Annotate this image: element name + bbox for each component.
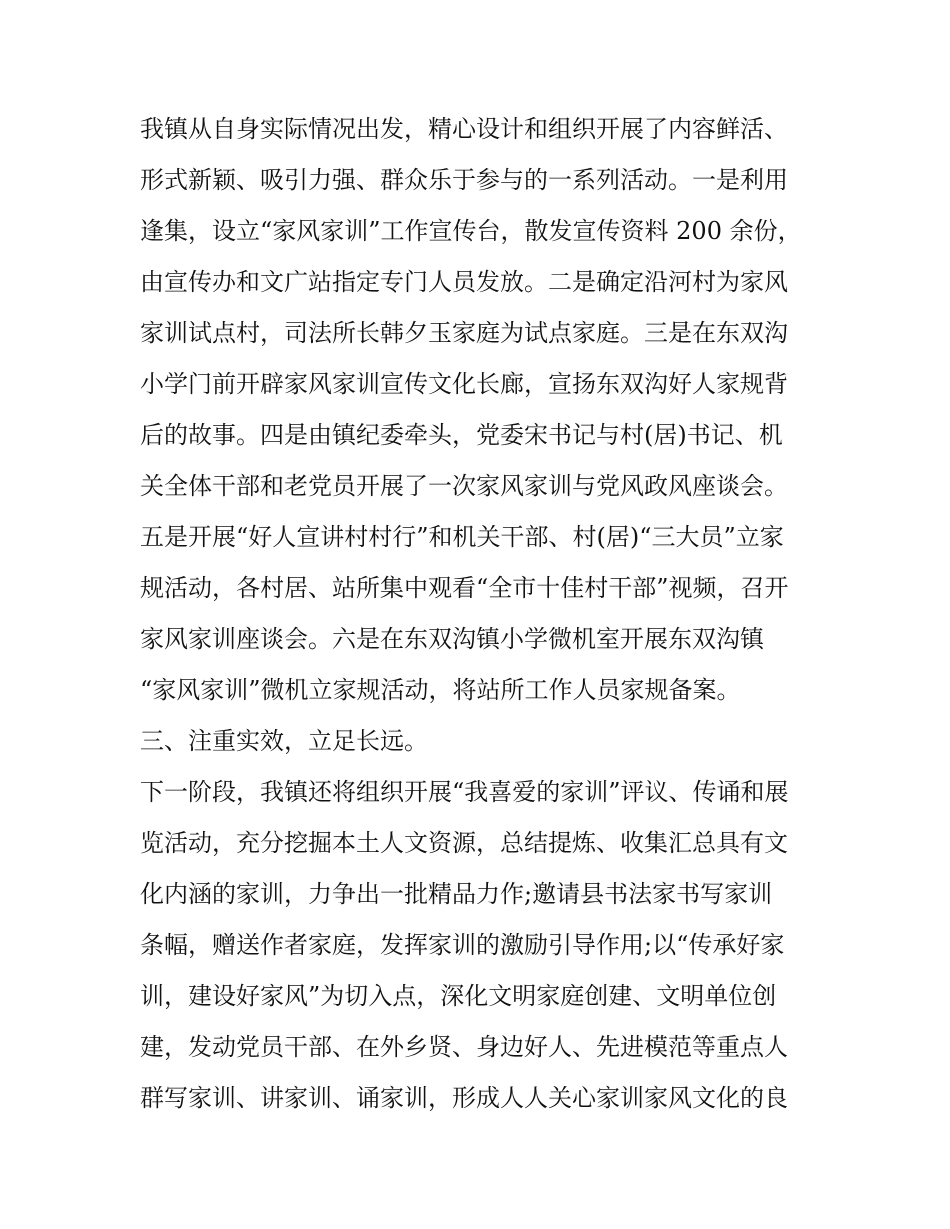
text-line-4: 由宣传办和文广站指定专门人员发放。二是确定沿河村为家风 [140,268,788,296]
text-line-16: 化内涵的家训，力争出一批精品力作;邀请县书法家书写家训 [140,880,773,908]
text-line-18: 训，建设好家风”为切入点，深化文明家庭创建、文明单位创 [140,982,777,1010]
text-line-9: 五是开展“好人宣讲村村行”和机关干部、村(居)“三大员”立家 [140,523,784,551]
text-line-10: 规活动，各村居、站所集中观看“全市十佳村干部”视频，召开 [140,574,789,602]
document-body [140,104,820,1124]
text-line-2: 形式新颖、吸引力强、群众乐于参与的一系列活动。一是利用 [140,166,788,194]
text-line-1: 我镇从自身实际情况出发，精心设计和组织开展了内容鲜活、 [140,115,788,143]
text-line-11: 家风家训座谈会。六是在东双沟镇小学微机室开展东双沟镇 [140,625,764,653]
text-line-15: 览活动，充分挖掘本土人文资源，总结提炼、收集汇总具有文 [140,829,788,857]
text-line-20: 群写家训、讲家训、诵家训，形成人人关心家训家风文化的良 [140,1084,788,1112]
text-line-3: 逢集，设立“家风家训”工作宣传台，散发宣传资料 200 余份， [140,217,802,245]
text-line-19: 建，发动党员干部、在外乡贤、身边好人、先进模范等重点人 [140,1033,788,1061]
section-heading: 三、注重实效，立足长远。 [140,727,428,755]
text-line-14: 下一阶段，我镇还将组织开展“我喜爱的家训”评议、传诵和展 [140,778,789,806]
text-line-12: “家风家训”微机立家规活动，将站所工作人员家规备案。 [140,676,741,704]
text-line-17: 条幅，赠送作者家庭，发挥家训的激励引导作用;以“传承好家 [140,931,785,959]
text-line-8: 关全体干部和老党员开展了一次家风家训与党风政风座谈会。 [140,472,788,500]
text-line-5: 家训试点村，司法所长韩夕玉家庭为试点家庭。三是在东双沟 [140,319,788,347]
text-line-6: 小学门前开辟家风家训宣传文化长廊，宣扬东双沟好人家规背 [140,370,788,398]
text-line-7: 后的故事。四是由镇纪委牵头，党委宋书记与村(居)书记、机 [140,421,783,449]
